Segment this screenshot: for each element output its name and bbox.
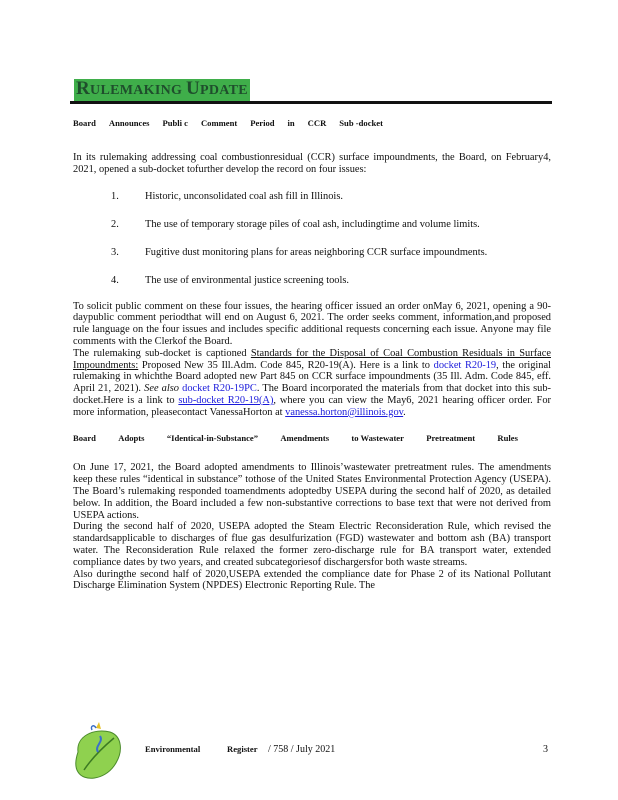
title-divider xyxy=(70,101,552,104)
docket-caption: Standards for the Disposal of Coal Combustion Residuals in Surface Impoundments: xyxy=(73,347,551,371)
footer-publication: Environmental xyxy=(145,744,201,754)
issue-list xyxy=(73,191,551,286)
list-item: 4. The use of environmental justice screening tools. xyxy=(111,274,350,286)
list-item: 1. Historic, unconsolidated coal ash fill in Illinois. xyxy=(111,191,343,203)
email-link[interactable]: vanessa.horton@illinois.gov xyxy=(285,406,404,418)
page-number: 3 xyxy=(543,744,548,755)
npdes-paragraph: Also duringthe second half of 2020,USEPA extended the compliance date for Phase 2 of its National Pollutant Discharge Elimination System (NPDES) Electronic Reporting Rule. The xyxy=(73,568,551,592)
docket-r20-19-link[interactable]: docket R20-19 xyxy=(433,359,497,371)
subdocket-paragraph: The rulemaking sub-docket is captioned Standards for the Disposal of Coal Combustion Residuals in Surface Impoundments: Proposed New 35 Ill.Adm. Code 845, R20-19(A). Here is a link to docket R20-19, the original rulemaking in whichthe Board adopted new Part 845 on CCR surface impoundments (35 Ill. Adm. Code 845, eff. April 21, 2021). See also docket R20-19PC. The Board incorporated the materials from that docket into this sub-docket.Here is a link to sub-docket R20-19(A), where you can view the May6, 2021 hearing officer order. For more information, pleasecontact VanessaHorton at vanessa.horton@illinois.gov. xyxy=(73,347,551,418)
list-item: 2. The use of temporary storage piles of coal ash, includingtime and volume limits. xyxy=(111,219,480,231)
page-title: RULEMAKING UPDATE xyxy=(76,78,248,99)
footer-register: Register xyxy=(227,744,258,754)
register-logo-icon xyxy=(70,722,126,786)
list-item: 3. Fugitive dust monitoring plans for areas neighboring CCR surface impoundments. xyxy=(111,246,488,258)
subdocket-link[interactable]: sub-docket R20-19(A) xyxy=(178,394,274,406)
pretreatment-paragraph: On June 17, 2021, the Board adopted amendments to Illinois’wastewater pretreatment rules. The amendments keep these rules “identical in substance” tothose of the United States Environmental Protection Agency (USEPA). The Board’s rulemaking responded toamendments adoptedby USEPA during the second half of 2020, as detailed below. In addition, the Board included a few non-substantive corrections to base text that were not derived from USEPA actions. xyxy=(73,462,551,521)
intro-paragraph: In its rulemaking addressing coal combustionresidual (CCR) surface impoundments, the Board, on February4, 2021, opened a sub-docket tofurther develop the record on four issues: xyxy=(73,151,551,175)
steam-electric-paragraph: During the second half of 2020, USEPA adopted the Steam Electric Reconsideration Rule, which revised the standardsapplicable to discharges of flue gas desulfurization (FGD) wastewater and bottom ash (BA) transport water. The Reconsideration Rule relaxed the former zero-discharge rule for BA transport water, extended compliance dates by two years, and created subcategoriesof dischargersfor both waste streams. xyxy=(73,521,551,568)
section-heading-ccr: Board Announces Publi c Comment Period in CCR Sub -docket xyxy=(73,118,383,128)
section-heading-pretreatment: Board Adopts “Identical-in-Substance” Amendments to Wastewater Pretreatment Rules xyxy=(73,432,518,443)
docket-r20-19pc-link[interactable]: docket R20-19PC xyxy=(182,383,257,395)
comment-period-paragraph: To solicit public comment on these four issues, the hearing officer issued an order onMay 6, 2021, opening a 90-daypublic comment periodthat will end on August 6, 2021. The order seeks comment, information,and proposed rule language on the four issues and includes specific additional requests concerning each issue. Anyone may file comments with the Clerkof the Board. xyxy=(73,300,551,347)
article-body xyxy=(73,118,551,592)
footer-issue: / 758 / July 2021 xyxy=(268,744,336,755)
